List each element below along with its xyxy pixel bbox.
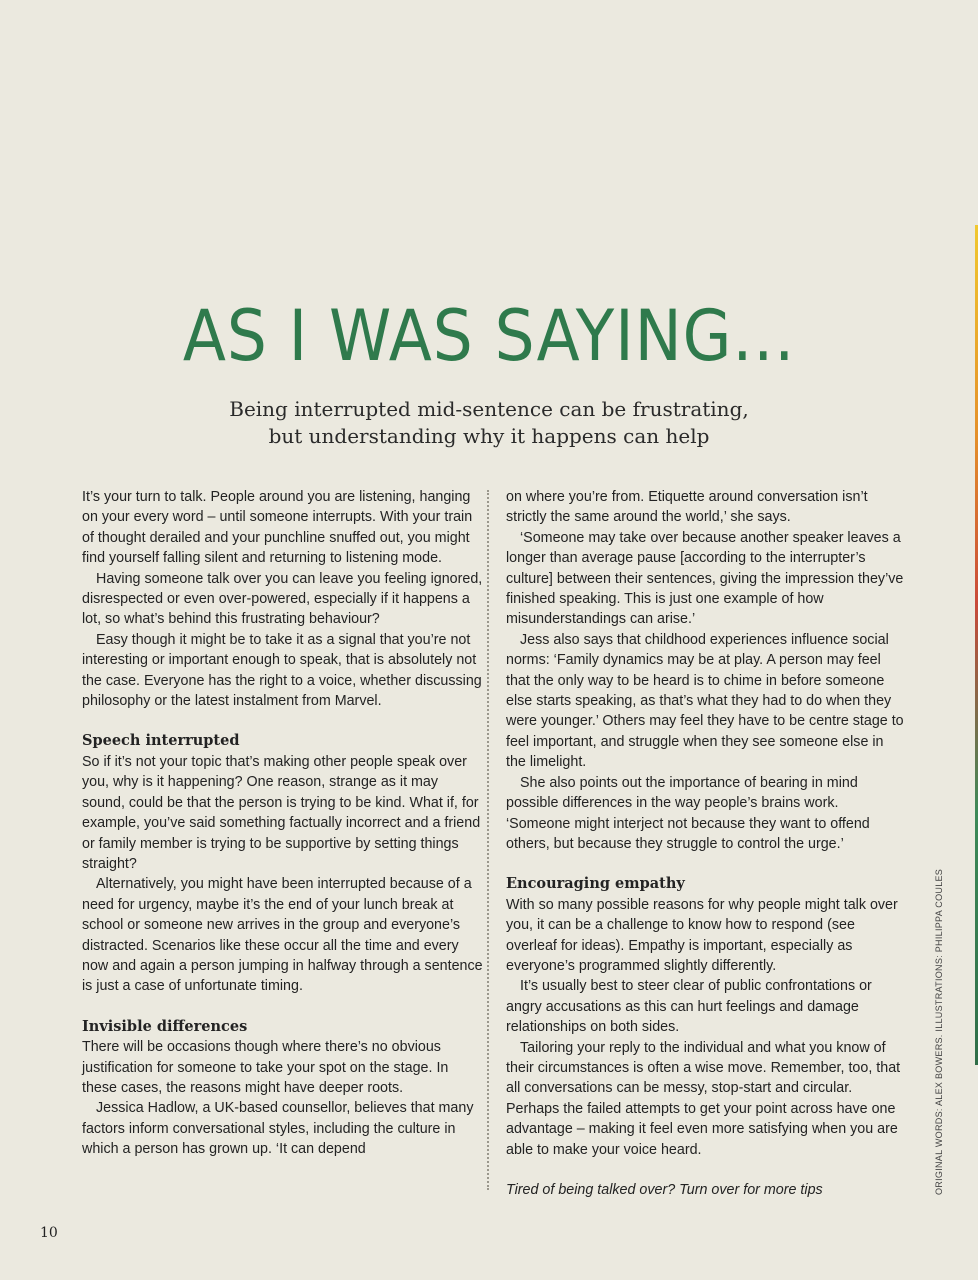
paragraph: There will be occasions though where there’s no obvious justification for someone to take your spot on the stage. In these cases, the reasons might have deeper roots. bbox=[82, 1039, 449, 1096]
section-heading: Encouraging empathy bbox=[506, 875, 685, 893]
article-standfirst bbox=[0, 396, 978, 450]
paragraph: Jess also says that childhood experiences influence social norms: ‘Family dynamics may be at play. A person may feel that the only way to be heard is to chime in before someone else starts speaking, as that’s what they had to do when they were younger.’ Others may feel they have to be centre stage to feel important, and struggle when they see someone else in the limelight. bbox=[506, 631, 904, 771]
paragraph: Alternatively, you might have been interrupted because of a need for urgency, maybe it’s the end of your lunch break at school or someone new arrives in the group and everyone’s distracted. Scenarios like these occur all the time and every now and again a person jumping in halfway through a sentence is just a case of unfortunate timing. bbox=[82, 876, 483, 995]
paragraph: Easy though it might be to take it as a signal that you’re not interesting or important enough to speak, that is absolutely not the case. Everyone has the right to a voice, whether discussing philosophy or the latest instalment from Marvel. bbox=[82, 631, 482, 710]
paragraph: Tailoring your reply to the individual and what you know of their circumstances is often a wise move. Remember, too, that all conversations can be messy, stop-start and circular. Perhaps the failed attempts to get your point across have one advantage – making it feel even more satisfying when you are able to make your voice heard. bbox=[506, 1039, 901, 1158]
paragraph: Jessica Hadlow, a UK-based counsellor, believes that many factors inform conversational styles, including the culture in which a person has grown up. ‘It can depend bbox=[82, 1100, 474, 1158]
section-heading: Speech interrupted bbox=[82, 732, 240, 750]
section-heading: Invisible differences bbox=[82, 1017, 248, 1035]
paragraph: So if it’s not your topic that’s making other people speak over you, why is it happening? One reason, strange as it may sound, could be that the person is trying to be kind. What if, for example, you’ve said something factually incorrect and a friend or family member is trying to be supportive by setting things straight? bbox=[82, 753, 481, 872]
paragraph: She also points out the importance of bearing in mind possible differences in the way people’s brains work. ‘Someone might interject not because they want to offend others, but because they struggle to control the urge.’ bbox=[506, 774, 870, 852]
paragraph: With so many possible reasons for why people might talk over you, it can be a challenge to know how to respond (see overleaf for ideas). Empathy is important, especially as everyone’s programmed slightly differently. bbox=[506, 896, 898, 974]
column-divider bbox=[487, 490, 489, 1190]
paragraph: It’s usually best to steer clear of public confrontations or angry accusations as this can hurt feelings and damage relationships on both sides. bbox=[506, 978, 872, 1036]
right-column bbox=[506, 487, 904, 1200]
paragraph: It’s your turn to talk. People around you are listening, hanging on your every word – until someone interrupts. With your train of thought derailed and your punchline snuffed out, you might find yourself falling silent and returning to listening mode. bbox=[82, 489, 473, 567]
illustration-credit: ORIGINAL WORDS: ALEX BOWERS. ILLUSTRATIONS: PHILIPPA COULES bbox=[934, 868, 944, 1195]
paragraph: on where you’re from. Etiquette around conversation isn’t strictly the same around the world,’ she says. bbox=[506, 489, 868, 526]
article-title: AS I WAS SAYING... bbox=[182, 295, 796, 377]
left-column bbox=[82, 487, 484, 1160]
paragraph: Having someone talk over you can leave you feeling ignored, disrespected or even over-powered, especially if it happens a lot, so what’s behind this frustrating behaviour? bbox=[82, 570, 483, 628]
page-number: 10 bbox=[40, 1225, 58, 1241]
standfirst-line-1: Being interrupted mid-sentence can be frustrating, bbox=[229, 397, 749, 421]
turn-over-tip: Tired of being talked over? Turn over for more tips bbox=[506, 1182, 823, 1198]
standfirst-line-2: but understanding why it happens can help bbox=[268, 424, 710, 448]
paragraph: ‘Someone may take over because another speaker leaves a longer than average pause [according to the interrupter’s culture] between their sentences, giving the impression they’ve finished speaking. This is just one example of how misunderstandings can arise.’ bbox=[506, 529, 904, 628]
